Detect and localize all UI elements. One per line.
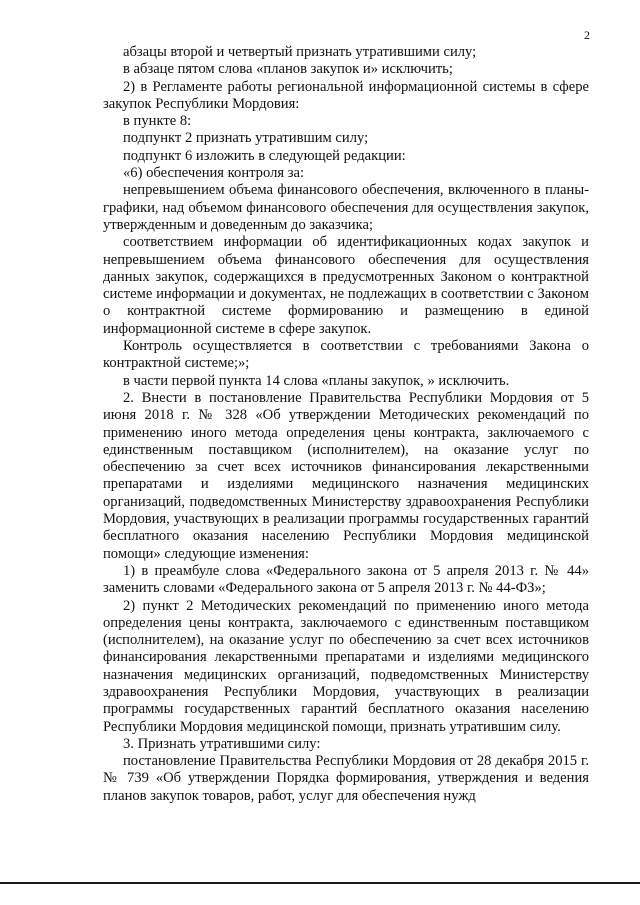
paragraph: постановление Правительства Республики Мордовия от 28 декабря 2015 г. № 739 «Об утверждении Порядка формирования, утверждения и ведения планов закупок товаров, работ, услуг для обеспечения нужд [103, 753, 589, 804]
page-number: 2 [584, 28, 590, 42]
document-body [103, 44, 589, 805]
paragraph: в абзаце пятом слова «планов закупок и» исключить; [123, 61, 453, 78]
paragraph: непревышением объема финансового обеспечения, включенного в планы-графики, над объемом финансового обеспечения для осуществления закупок, утвержденным и доведенным до заказчика; [103, 182, 589, 233]
paragraph: 2) пункт 2 Методических рекомендаций по применению иного метода определения цены контракта, заключаемого с единственным поставщиком (исполнителем), на оказание услуг по обеспечению за счет всех источников финансирования лекарственными препаратами и изделиями медицинского назначения медицинских организаций, подведомственных Министерству здравоохранения Республики Мордовия, участвующих в реализации программы государственных гарантий бесплатного оказания населению Республики Мордовия медицинской помощи, признать утратившим силу. [103, 597, 589, 735]
paragraph: 2) в Регламенте работы региональной информационной системы в сфере закупок Республики Мордовия: [103, 78, 589, 112]
paragraph: 1) в преамбуле слова «Федерального закона от 5 апреля 2013 г. № 44» заменить словами «Федерального закона от 5 апреля 2013 г. № 44-ФЗ»; [103, 562, 589, 597]
scan-edge-line [0, 882, 640, 884]
paragraph: Контроль осуществляется в соответствии с требованиями Закона о контрактной системе;»; [103, 338, 589, 372]
paragraph: подпункт 6 изложить в следующей редакции: [123, 147, 406, 164]
paragraph: в пункте 8: [123, 113, 192, 130]
paragraph: подпункт 2 признать утратившим силу; [123, 130, 369, 147]
paragraph: «6) обеспечения контроля за: [123, 165, 305, 182]
paragraph: 2. Внести в постановление Правительства Республики Мордовия от 5 июня 2018 г. № 328 «Об утверждении Методических рекомендаций по применению иного метода определения цены контракта, заключаемого с единственным поставщиком (исполнителем), на оказание услуг по обеспечению за счет всех источников финансирования лекарственными препаратами и изделиями медицинского назначения медицинских организаций, подведомственных Министерству здравоохранения Республики Мордовия, участвующих в реализации программы государственных гарантий бесплатного оказания населению Республики Мордовия медицинской помощи» следующие изменения: [103, 389, 589, 562]
paragraph: в части первой пункта 14 слова «планы закупок, » исключить. [123, 372, 510, 389]
paragraph: 3. Признать утратившими силу: [123, 735, 321, 752]
paragraph: абзацы второй и четвертый признать утратившими силу; [123, 44, 477, 60]
paragraph: соответствием информации об идентификационных кодах закупок и непревышением объема финансового обеспечения для осуществления данных закупок, содержащихся в предусмотренных Законом о контрактной системе информации и документах, не подлежащих в соответствии с Законом о контрактной системе формированию и размещению в единой информационной системе в сфере закупок. [103, 234, 589, 337]
